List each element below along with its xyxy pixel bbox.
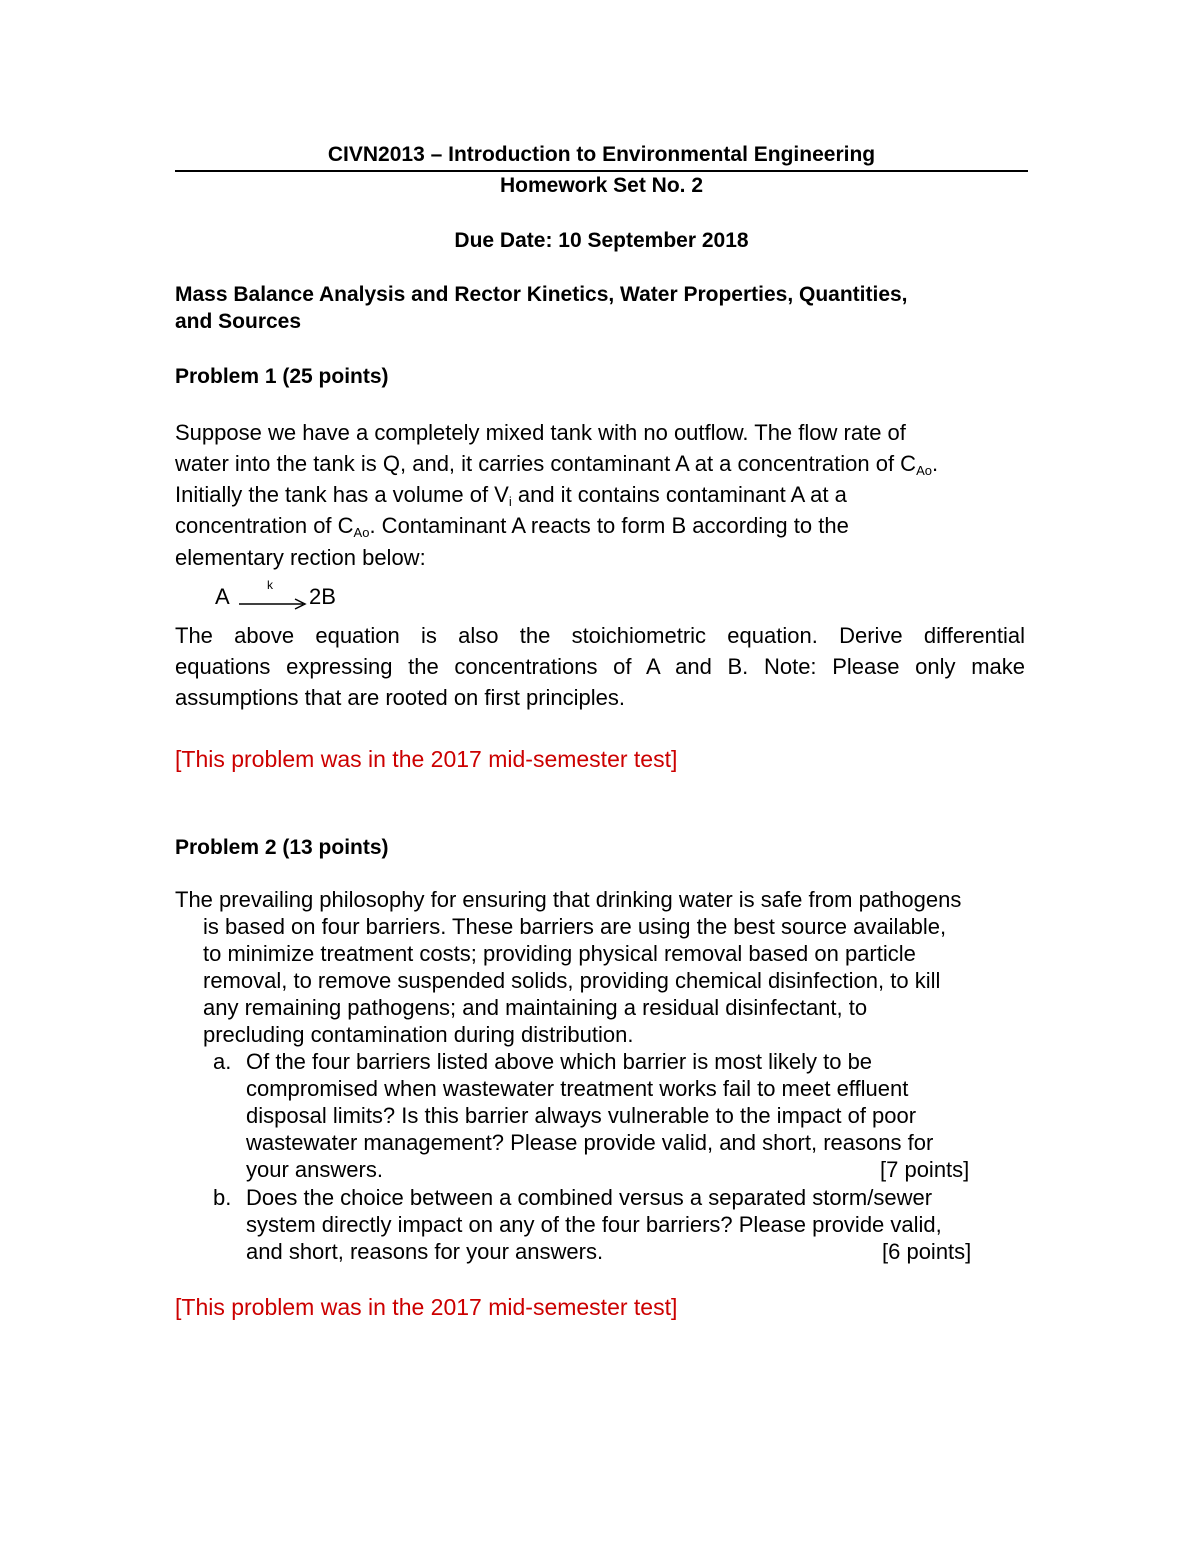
topic-line-2: and Sources: [175, 310, 302, 333]
item-a-points: [7 points]: [880, 1157, 970, 1182]
due-date: Due Date: 10 September 2018: [454, 229, 749, 252]
item-b-points: [6 points]: [882, 1239, 972, 1264]
p1-derive-line-1: The above equation is also the stoichiometric equation. Derive differential: [175, 623, 1025, 648]
item-a-line: compromised when wastewater treatment works fail to meet effluent: [246, 1076, 909, 1101]
item-b-line: system directly impact on any of the four barriers? Please provide valid,: [246, 1212, 942, 1237]
title-rule: [175, 170, 1028, 172]
problem1-title: Problem 1 (25 points): [175, 365, 389, 388]
problem2-title: Problem 2 (13 points): [175, 836, 389, 859]
p1-line-5: elementary rection below:: [175, 545, 426, 570]
p1-line-1: Suppose we have a completely mixed tank with no outflow. The flow rate of: [175, 420, 906, 445]
item-b-line: Does the choice between a combined versus a separated storm/sewer: [246, 1185, 933, 1210]
p1-derive-line-2: equations expressing the concentrations of A and B. Note: Please only make: [175, 654, 1025, 679]
p2-intro-line: any remaining pathogens; and maintaining a residual disinfectant, to: [203, 995, 868, 1020]
p2-intro-line: The prevailing philosophy for ensuring that drinking water is safe from pathogens: [175, 887, 962, 912]
course-title: CIVN2013 – Introduction to Environmental Engineering: [327, 143, 876, 166]
topic-line-1: Mass Balance Analysis and Rector Kinetics, Water Properties, Quantities,: [175, 283, 908, 306]
problem1-note: [This problem was in the 2017 mid-semester test]: [175, 746, 678, 772]
reactant-a: A: [215, 584, 230, 609]
p2-intro-line: to minimize treatment costs; providing physical removal based on particle: [203, 941, 916, 966]
problem2-note: [This problem was in the 2017 mid-semester test]: [175, 1294, 678, 1320]
p1-line-2: water into the tank is Q, and, it carries contaminant A at a concentration of $C_{Ao}$.: [175, 451, 939, 478]
homework-title: Homework Set No. 2: [499, 174, 704, 197]
product-2b: 2B: [309, 584, 336, 609]
item-b-line: and short, reasons for your answers.: [246, 1239, 604, 1264]
p1-derive-line-3: assumptions that are rooted on first principles.: [175, 685, 626, 710]
p2-intro-line: removal, to remove suspended solids, providing chemical disinfection, to kill: [203, 968, 941, 993]
item-a-marker: a.: [213, 1049, 232, 1074]
p1-line-3: Initially the tank has a volume of $V_i$ and it contains contaminant A at a: [175, 482, 847, 509]
reaction-equation: [215, 578, 355, 616]
item-a-line: disposal limits? Is this barrier always vulnerable to the impact of poor: [246, 1103, 917, 1128]
rate-constant-k: k: [267, 578, 273, 592]
p2-intro-line: precluding contamination during distribution.: [203, 1022, 634, 1047]
item-b-marker: b.: [213, 1185, 232, 1210]
p1-line-4: concentration of $C_{Ao}$. Contaminant A reacts to form B according to the: [175, 513, 849, 540]
item-a-line: Of the four barriers listed above which barrier is most likely to be: [246, 1049, 873, 1074]
p2-intro-line: is based on four barriers. These barriers are using the best source available,: [203, 914, 947, 939]
item-a-line: your answers.: [246, 1157, 383, 1182]
reaction-arrow: [237, 588, 309, 612]
item-a-line: wastewater management? Please provide valid, and short, reasons for: [246, 1130, 934, 1155]
